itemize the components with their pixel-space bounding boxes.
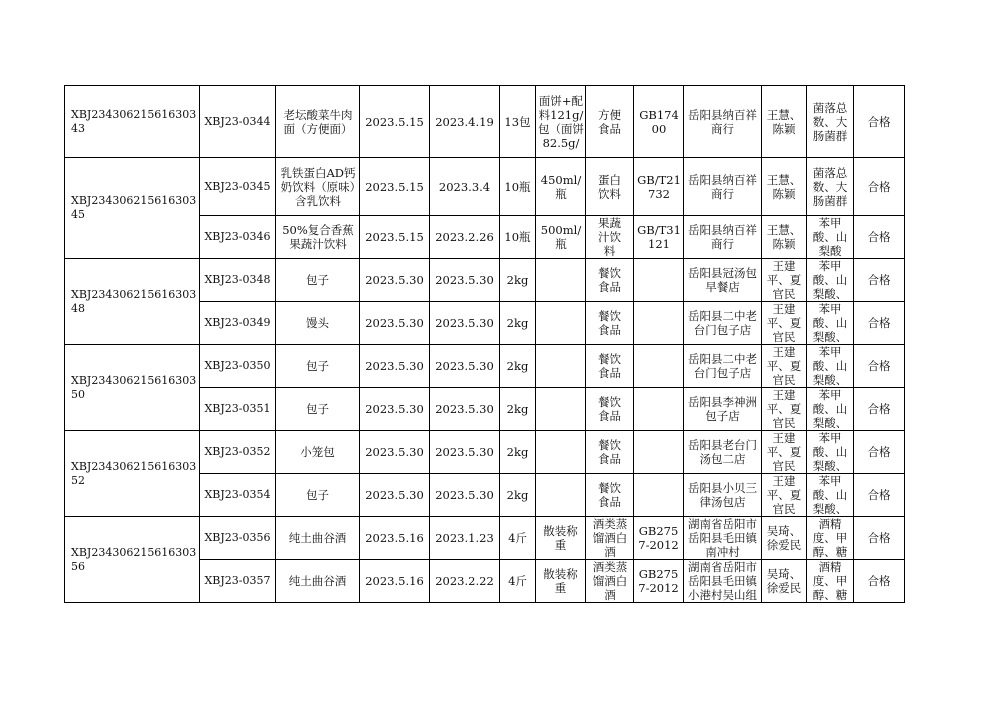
standard-cell xyxy=(634,474,684,517)
sample-id-cell: XBJ23430621561630348 xyxy=(65,259,200,345)
store: 湖南省岳阳市岳阳县毛田镇小港村吴山组 xyxy=(688,560,757,602)
sampler-cell xyxy=(762,474,807,517)
category-cell xyxy=(586,259,634,302)
category-cell xyxy=(586,158,634,216)
production-date-cell: 2023.5.30 xyxy=(430,259,500,302)
store-cell xyxy=(684,86,762,158)
spec-cell xyxy=(536,431,586,474)
quantity-cell: 2kg xyxy=(500,259,536,302)
store-cell xyxy=(684,302,762,345)
store: 岳阳县纳百祥商行 xyxy=(688,172,757,201)
table-row xyxy=(65,259,905,302)
store-cell xyxy=(684,431,762,474)
sampler: 王建平、夏官民 xyxy=(766,431,802,473)
code-cell: XBJ23-0344 xyxy=(200,86,276,158)
standard-cell xyxy=(634,560,684,603)
items-cell xyxy=(807,158,854,216)
sampler: 王慧、陈颖 xyxy=(766,172,802,201)
check-date-cell: 2023.5.15 xyxy=(360,86,430,158)
items-cell xyxy=(807,517,854,560)
store-cell xyxy=(684,517,762,560)
product-name-cell xyxy=(276,86,360,158)
spec-cell xyxy=(536,560,586,603)
category: 餐饮食品 xyxy=(598,266,621,294)
sampler-cell xyxy=(762,216,807,259)
check-date-cell: 2023.5.15 xyxy=(360,158,430,216)
check-date-cell: 2023.5.30 xyxy=(360,259,430,302)
check-date-cell: 2023.5.30 xyxy=(360,345,430,388)
standard: GB/T31121 xyxy=(637,223,681,251)
spec: 450ml/瓶 xyxy=(540,172,582,201)
category-cell xyxy=(586,388,634,431)
sample-id-cell: XBJ23430621561630345 xyxy=(65,158,200,259)
product-name: 老坛酸菜牛肉面（方便面） xyxy=(283,107,353,136)
production-date-cell: 2023.5.30 xyxy=(430,388,500,431)
category-cell xyxy=(586,560,634,603)
result-cell: 合格 xyxy=(854,216,905,259)
category: 餐饮食品 xyxy=(598,481,621,509)
spec-cell xyxy=(536,158,586,216)
standard-cell xyxy=(634,259,684,302)
spec-cell xyxy=(536,259,586,302)
result-cell: 合格 xyxy=(854,345,905,388)
production-date-cell: 2023.3.4 xyxy=(430,158,500,216)
quantity-cell: 2kg xyxy=(500,431,536,474)
items-cell xyxy=(807,259,854,302)
test-items: 苯甲酸、山梨酸、 xyxy=(812,431,848,473)
standard-cell xyxy=(634,388,684,431)
sampler: 王建平、夏官民 xyxy=(766,302,802,344)
sample-id-cell: XBJ23430621561630356 xyxy=(65,517,200,603)
sample-id-cell: XBJ23430621561630350 xyxy=(65,345,200,431)
store: 岳阳县老台门汤包二店 xyxy=(688,438,757,466)
product-name-cell: 包子 xyxy=(276,474,360,517)
sampler-cell xyxy=(762,259,807,302)
sampler: 王慧、陈颖 xyxy=(766,107,802,136)
sampler-cell xyxy=(762,388,807,431)
quantity-cell: 2kg xyxy=(500,345,536,388)
test-items: 菌落总数、大肠菌群 xyxy=(812,100,848,143)
standard-cell xyxy=(634,86,684,158)
check-date-cell: 2023.5.16 xyxy=(360,560,430,603)
test-items: 苯甲酸、山梨酸、 xyxy=(812,388,848,430)
spec-cell xyxy=(536,86,586,158)
result-cell: 合格 xyxy=(854,388,905,431)
quantity-cell: 10瓶 xyxy=(500,158,536,216)
spec: 面饼+配料121g/包（面饼82.5g/ xyxy=(538,93,584,150)
store-cell xyxy=(684,474,762,517)
spec-cell xyxy=(536,345,586,388)
store-cell xyxy=(684,259,762,302)
category: 果蔬汁饮料 xyxy=(598,216,621,258)
store-cell xyxy=(684,216,762,259)
result-cell: 合格 xyxy=(854,474,905,517)
product-name-cell: 小笼包 xyxy=(276,431,360,474)
sampler: 王建平、夏官民 xyxy=(766,259,802,301)
code-cell: XBJ23-0350 xyxy=(200,345,276,388)
code-cell: XBJ23-0356 xyxy=(200,517,276,560)
table-row xyxy=(65,86,905,158)
spec-cell xyxy=(536,216,586,259)
items-cell xyxy=(807,474,854,517)
code-cell: XBJ23-0348 xyxy=(200,259,276,302)
store: 湖南省岳阳市岳阳县毛田镇南冲村 xyxy=(688,517,757,559)
product-name-cell: 馒头 xyxy=(276,302,360,345)
sampler-cell xyxy=(762,345,807,388)
store: 岳阳县二中老台门包子店 xyxy=(688,309,757,337)
test-items: 苯甲酸、山梨酸、 xyxy=(812,345,848,387)
category-cell xyxy=(586,431,634,474)
quantity-cell: 4斤 xyxy=(500,517,536,560)
check-date-cell: 2023.5.30 xyxy=(360,388,430,431)
check-date-cell: 2023.5.30 xyxy=(360,431,430,474)
spec-cell xyxy=(536,517,586,560)
result-cell: 合格 xyxy=(854,560,905,603)
category-cell xyxy=(586,302,634,345)
items-cell xyxy=(807,388,854,431)
category: 餐饮食品 xyxy=(598,438,621,466)
quantity-cell: 10瓶 xyxy=(500,216,536,259)
standard-cell xyxy=(634,431,684,474)
result-cell: 合格 xyxy=(854,158,905,216)
category: 方便食品 xyxy=(598,107,621,136)
category-cell xyxy=(586,517,634,560)
items-cell xyxy=(807,345,854,388)
spec-cell xyxy=(536,474,586,517)
sampler-cell xyxy=(762,431,807,474)
sampler-cell xyxy=(762,517,807,560)
spec: 500ml/瓶 xyxy=(540,223,582,251)
category-cell xyxy=(586,86,634,158)
product-name: 乳铁蛋白AD钙奶饮料（原味）含乳饮料 xyxy=(280,165,356,208)
check-date-cell: 2023.5.15 xyxy=(360,216,430,259)
test-items: 苯甲酸、山梨酸 xyxy=(812,216,848,258)
store: 岳阳县纳百祥商行 xyxy=(688,107,757,136)
table-row xyxy=(65,158,905,216)
test-items: 苯甲酸、山梨酸、 xyxy=(812,259,848,301)
sampler-cell xyxy=(762,560,807,603)
quantity-cell: 13包 xyxy=(500,86,536,158)
standard-cell xyxy=(634,517,684,560)
sampler-cell xyxy=(762,302,807,345)
test-items: 酒精度、甲醇、糖 xyxy=(812,517,848,559)
standard: GB2757-2012 xyxy=(638,567,679,595)
table-row xyxy=(65,431,905,474)
product-name-cell: 纯土曲谷酒 xyxy=(276,517,360,560)
table-row xyxy=(65,345,905,388)
sample-id-cell: XBJ23430621561630343 xyxy=(65,86,200,158)
quantity-cell: 2kg xyxy=(500,474,536,517)
standard-cell xyxy=(634,158,684,216)
product-name-cell: 包子 xyxy=(276,345,360,388)
sampler: 王建平、夏官民 xyxy=(766,388,802,430)
items-cell xyxy=(807,216,854,259)
production-date-cell: 2023.2.22 xyxy=(430,560,500,603)
store-cell xyxy=(684,158,762,216)
sampler: 吴琦、徐爱民 xyxy=(766,524,802,552)
standard: GB/T21732 xyxy=(637,172,681,201)
result-cell: 合格 xyxy=(854,259,905,302)
spec: 散装称重 xyxy=(543,567,578,595)
code-cell: XBJ23-0357 xyxy=(200,560,276,603)
standard-cell xyxy=(634,345,684,388)
category-cell xyxy=(586,345,634,388)
test-items: 酒精度、甲醇、糖 xyxy=(812,560,848,602)
production-date-cell: 2023.2.26 xyxy=(430,216,500,259)
category-cell xyxy=(586,474,634,517)
production-date-cell: 2023.4.19 xyxy=(430,86,500,158)
check-date-cell: 2023.5.30 xyxy=(360,474,430,517)
test-items: 苯甲酸、山梨酸、 xyxy=(812,302,848,344)
sampler-cell xyxy=(762,86,807,158)
category: 酒类蒸馏酒白酒 xyxy=(592,517,628,559)
check-date-cell: 2023.5.16 xyxy=(360,517,430,560)
code-cell: XBJ23-0352 xyxy=(200,431,276,474)
code-cell: XBJ23-0351 xyxy=(200,388,276,431)
result-cell: 合格 xyxy=(854,517,905,560)
inspection-results-table xyxy=(64,85,905,603)
spec-cell xyxy=(536,388,586,431)
sample-id-cell: XBJ23430621561630352 xyxy=(65,431,200,517)
items-cell xyxy=(807,431,854,474)
category: 餐饮食品 xyxy=(598,309,621,337)
code-cell: XBJ23-0345 xyxy=(200,158,276,216)
product-name: 50%复合香蕉果蔬汁饮料 xyxy=(282,223,354,251)
quantity-cell: 4斤 xyxy=(500,560,536,603)
sampler: 王慧、陈颖 xyxy=(766,223,802,251)
standard: GB17400 xyxy=(639,107,679,136)
store: 岳阳县纳百祥商行 xyxy=(688,223,757,251)
store-cell xyxy=(684,388,762,431)
items-cell xyxy=(807,560,854,603)
store-cell xyxy=(684,345,762,388)
check-date-cell: 2023.5.30 xyxy=(360,302,430,345)
test-items: 苯甲酸、山梨酸、 xyxy=(812,474,848,516)
result-cell: 合格 xyxy=(854,302,905,345)
standard-cell xyxy=(634,302,684,345)
category-cell xyxy=(586,216,634,259)
production-date-cell: 2023.1.23 xyxy=(430,517,500,560)
standard-cell xyxy=(634,216,684,259)
result-cell: 合格 xyxy=(854,86,905,158)
product-name-cell: 包子 xyxy=(276,259,360,302)
store-cell xyxy=(684,560,762,603)
sampler: 王建平、夏官民 xyxy=(766,345,802,387)
product-name-cell xyxy=(276,158,360,216)
sampler: 吴琦、徐爱民 xyxy=(766,567,802,595)
test-items: 菌落总数、大肠菌群 xyxy=(812,165,848,208)
store: 岳阳县李神洲包子店 xyxy=(688,395,757,423)
result-cell: 合格 xyxy=(854,431,905,474)
category: 酒类蒸馏酒白酒 xyxy=(592,560,628,602)
product-name-cell xyxy=(276,216,360,259)
table-row xyxy=(65,517,905,560)
category: 餐饮食品 xyxy=(598,352,621,380)
category: 餐饮食品 xyxy=(598,395,621,423)
store: 岳阳县二中老台门包子店 xyxy=(688,352,757,380)
production-date-cell: 2023.5.30 xyxy=(430,474,500,517)
spec-cell xyxy=(536,302,586,345)
store: 岳阳县小贝三律汤包店 xyxy=(688,481,757,509)
code-cell: XBJ23-0346 xyxy=(200,216,276,259)
production-date-cell: 2023.5.30 xyxy=(430,302,500,345)
items-cell xyxy=(807,86,854,158)
quantity-cell: 2kg xyxy=(500,388,536,431)
category: 蛋白饮料 xyxy=(598,172,621,201)
production-date-cell: 2023.5.30 xyxy=(430,345,500,388)
standard: GB2757-2012 xyxy=(638,524,679,552)
spec: 散装称重 xyxy=(543,524,578,552)
code-cell: XBJ23-0354 xyxy=(200,474,276,517)
code-cell: XBJ23-0349 xyxy=(200,302,276,345)
quantity-cell: 2kg xyxy=(500,302,536,345)
product-name-cell: 包子 xyxy=(276,388,360,431)
store: 岳阳县冠汤包早餐店 xyxy=(688,266,757,294)
product-name-cell: 纯土曲谷酒 xyxy=(276,560,360,603)
production-date-cell: 2023.5.30 xyxy=(430,431,500,474)
sampler-cell xyxy=(762,158,807,216)
items-cell xyxy=(807,302,854,345)
sampler: 王建平、夏官民 xyxy=(766,474,802,516)
